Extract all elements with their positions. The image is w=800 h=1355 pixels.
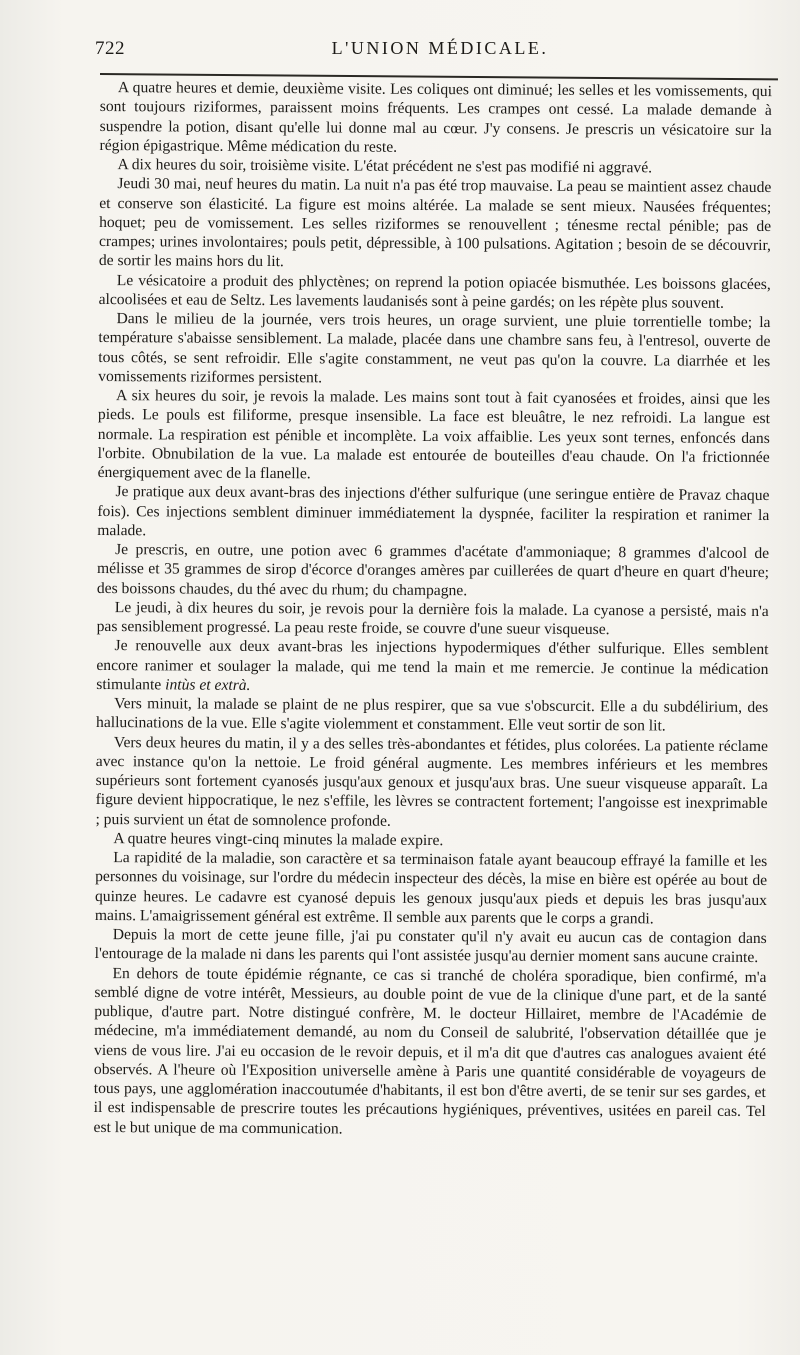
paragraph: Je prescris, en outre, une potion avec 6 grammes d'acétate d'ammoniaque; 8 grammes d'alcool de mélisse et 35 grammes de sirop d'écorce d'oranges amères par cuillerées de quart d'heure en quart d'heure; des boissons chaudes, du thé avec du rhum; du champagne. [96,541,770,599]
paragraph: Le jeudi, à dix heures du soir, je revois pour la dernière fois la malade. La cyanose a persisté, mais n'a pas sensiblement progressé. La peau reste froide, se couvre d'une sueur visqueuse. [96,598,769,639]
paragraph: Jeudi 30 mai, neuf heures du matin. La nuit n'a pas été trop mauvaise. La peau se maintient assez chaude et conserve son élasticité. La figure est moins altérée. La malade se sent mieux. Nausées fréquentes; hoquet; peu de vomissement. Les selles riziformes se renouvellent ; ténesme rectal pénible; pas de crampes; urines involontaires; pouls petit, dépressible, à 100 pulsations. Agitation ; besoin de se découvrir, de sortir les mains hors du lit. [98,175,772,271]
page-number: 722 [95,38,125,59]
paragraph: A quatre heures et demie, deuxième visite. Les coliques ont diminué; les selles et les vomissements, qui sont toujours riziformes, paraissent moins fréquents. Les crampes ont cessé. La malade demande à suspendre la potion, disant qu'elle lui donne mal au cœur. J'y consens. Je prescris un vésicatoire sur la région épigastrique. Même médication du reste. [99,79,772,156]
paragraph: Dans le milieu de la journée, vers trois heures, un orage survient, une pluie torrentielle tombe; la température s'abaisse sensiblement. La malade, placée dans une chambre sans feu, à l'entresol, ouverte de tous côtés, se sent refroidir. Elle s'agite constamment, ne veut pas qu'on la couvre. La diarrhée et les vomissements riziformes persistent. [98,310,771,387]
paragraph: A six heures du soir, je revois la malade. Les mains sont tout à fait cyanosées et froides, ainsi que les pieds. Le pouls est filiforme, presque insensible. La face est bleuâtre, le nez refroidi. La langue est normale. La respiration est pénible et incomplète. La voix affaiblie. Les yeux sont ternes, enfoncés dans l'orbite. Obnubilation de la vue. La malade est entourée de bouteilles d'eau chaude. On l'a frictionnée énergiquement avec de la flanelle. [97,387,771,483]
paragraph: En dehors de toute épidémie régnante, ce cas si tranché de choléra sporadique, bien confirmé, m'a semblé digne de votre intérêt, Messieurs, au double point de vue de la clinique d'une part, et de la santé publique, d'autre part. Notre distingué confrère, M. le docteur Hillairet, membre de l'Académie de médecine, m'a immédiatement demandé, au nom du Conseil de salubrité, l'observation détaillée que je viens de vous lire. J'ai eu occasion de le revoir depuis, et il m'a dit que d'autres cas analogues avaient été observés. A l'heure où l'Exposition universelle amène à Paris une quantité considérable de voyageurs de tous pays, une agglomération inaccoutumée d'habitants, il est bon d'être averti, de se tenir sur ses gardes, et il est indispensable de prescrire toutes les précautions hygiéniques, préventives, usitées en pareil cas. Tel est le but unique de ma communication. [93,964,767,1138]
paragraph-text: Je renouvelle aux deux avant-bras les injections hypodermiques d'éther sulfurique. Elles semblent encore ranimer et soulager la malade, qui me tend la main et me remercie. Je continue la médication stimulante [96,637,769,694]
italic-phrase: intùs et extrà. [165,676,251,694]
paragraph: A quatre heures vingt-cinq minutes la malade expire. [113,829,444,849]
paragraph: Vers minuit, la malade se plaint de ne plus respirer, que sa vue s'obscurcit. Elle a du subdélirium, des hallucinations de la vue. Elle s'agite violemment et constamment. Elle veut sortir de son lit. [96,695,769,735]
paragraph [96,636,768,698]
paragraph: Le vésicatoire a produit des phlyctènes; on reprend la potion opiacée bismuthée. Les boissons glacées, alcoolisées et eau de Seltz. Les lavements laudanisés sont à peine gardés; on les répète plus souvent. [98,271,771,312]
paragraph: Vers deux heures du matin, il y a des selles très-abondantes et fétides, plus colorées. La patiente réclame avec instance qu'on la nettoie. Le froid général augmente. Les membres inférieurs et les membres supérieurs sont fortement cyanosés jusqu'aux genoux et jusqu'aux bras. Une sueur visqueuse apparaît. La figure devient hippocratique, le nez s'effile, les lèvres se contractent fortement; l'angoisse est inexprimable ; puis survient un état de somnolence profonde. [95,733,768,830]
paragraph: Je pratique aux deux avant-bras des injections d'éther sulfurique (une seringue entière de Pravaz chaque fois). Ces injections semblent diminuer immédiatement la dyspnée, faciliter la respiration et ranimer la malade. [97,483,770,540]
paragraph: Depuis la mort de cette jeune fille, j'ai pu constater qu'il n'y avait eu aucun cas de contagion dans l'entourage de la malade ni dans les parents qui l'ont assistée jusqu'au dernier moment sans aucune crainte. [94,926,767,967]
article-body [94,78,772,1141]
paragraph: La rapidité de la maladie, son caractère et sa terminaison fatale ayant beaucoup effrayé la famille et les personnes du voisinage, sur l'ordre du médecin inspecteur des décès, la mise en bière est opérée au bout de quinze heures. Le cadavre est cyanosé depuis les genoux jusqu'aux pieds et depuis les bras jusqu'aux mains. L'amaigrissement général est extrême. Il semble aux parents que le corps a grandi. [94,849,768,928]
running-head: L'UNION MÉDICALE. [331,38,549,58]
page-header [95,38,785,64]
paragraph: A dix heures du soir, troisième visite. L'état précédent ne s'est pas modifié ni aggravé. [117,156,653,177]
